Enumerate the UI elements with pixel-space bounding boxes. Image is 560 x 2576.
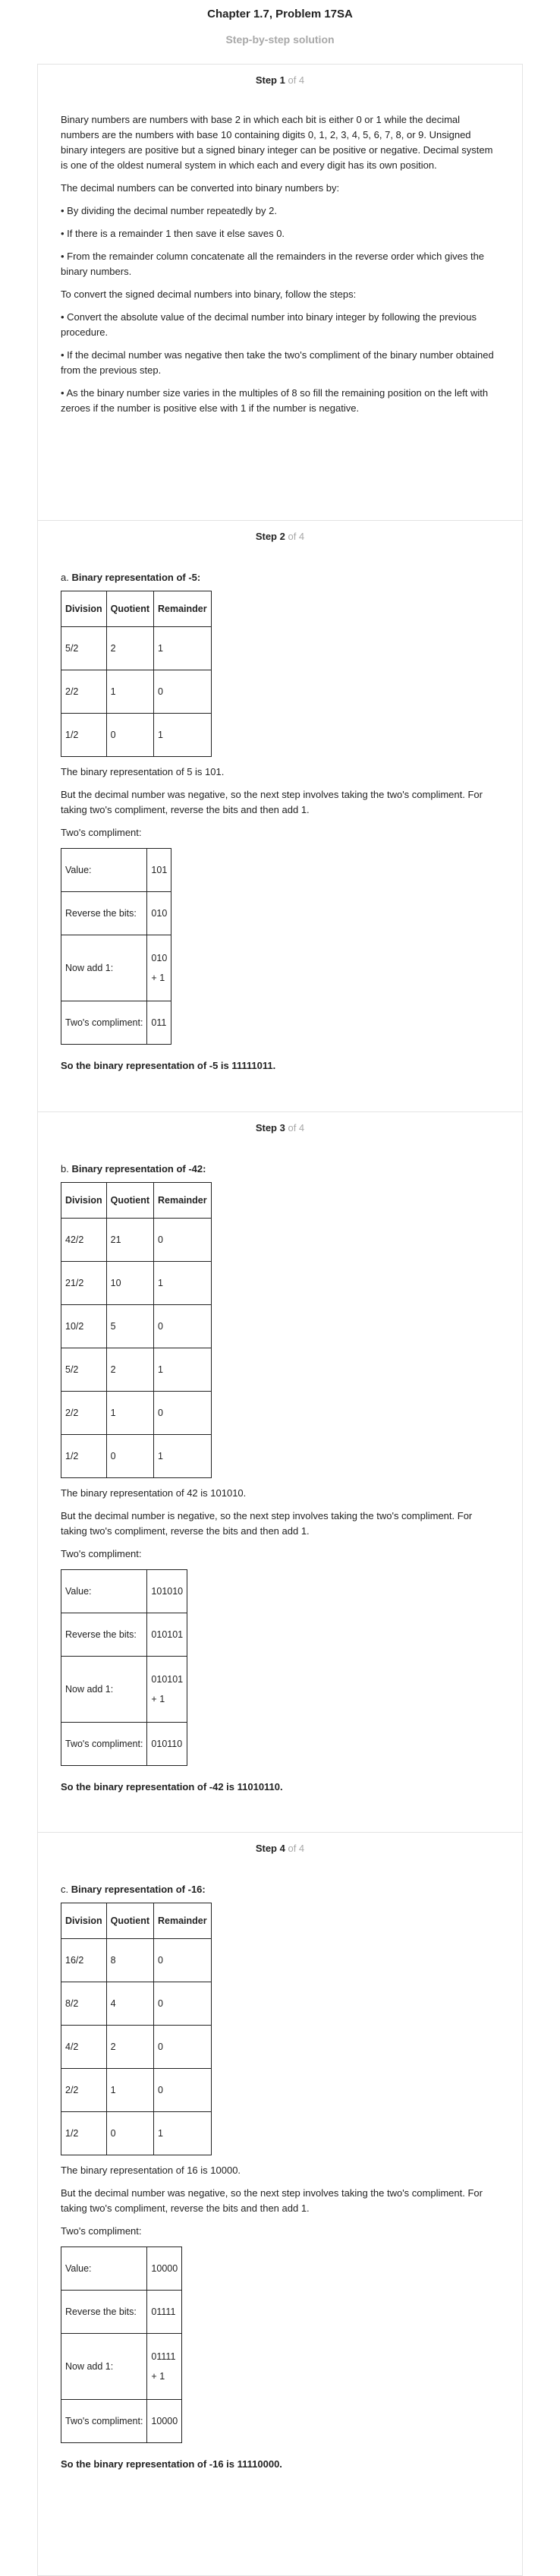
table-cell: 2/2 [61, 1392, 107, 1435]
table-row [61, 1657, 187, 1723]
table-row [61, 2112, 212, 2155]
page-title: Chapter 1.7, Problem 17SA [207, 8, 353, 20]
division-table [61, 1182, 212, 1478]
bullet-item: • By dividing the decimal number repeatedly by 2. [61, 205, 277, 216]
paragraph: To convert the signed decimal numbers into binary, follow the steps: [61, 288, 357, 300]
column-header: Remainder [154, 591, 212, 627]
table-cell: 1 [106, 670, 153, 714]
conclusion: So the binary representation of -42 is 11010110. [61, 1781, 283, 1792]
table-cell: Two's compliment: [61, 2400, 147, 2443]
table-cell: Reverse the bits: [61, 1613, 147, 1657]
table-cell: 10/2 [61, 1305, 107, 1348]
step-count: of 4 [288, 531, 305, 542]
table-cell: 8/2 [61, 1982, 107, 2026]
twos-compliment-table [61, 2247, 182, 2443]
table-cell: 1 [154, 1348, 212, 1392]
table-cell: 21/2 [61, 1262, 107, 1305]
table-cell: Value: [61, 849, 147, 892]
solution-container [37, 64, 523, 2576]
table-cell: 2 [106, 627, 153, 670]
table-cell: 0 [154, 2069, 212, 2112]
explanation-text: But the decimal number was negative, so the next step involves taking the two's compliment. For taking two's compliment, reverse the bits and then add 1. [61, 2187, 483, 2214]
step-count: of 4 [288, 1843, 305, 1854]
table-cell [147, 935, 171, 1001]
conclusion: So the binary representation of -16 is 11110000. [61, 2458, 282, 2470]
bullet-item: • If the decimal number was negative then take the two's compliment of the binary number obtained from the previous step. [61, 349, 494, 376]
table-cell: 0 [154, 1392, 212, 1435]
table-cell: 2/2 [61, 2069, 107, 2112]
table-row [61, 1613, 187, 1657]
table-cell: 1/2 [61, 2112, 107, 2155]
table-cell: 2 [106, 1348, 153, 1392]
table-cell: 01111 [147, 2291, 182, 2334]
table-cell: 1 [106, 1392, 153, 1435]
table-cell: 5/2 [61, 1348, 107, 1392]
step-3 [38, 1112, 522, 1833]
table-row [61, 892, 171, 935]
twos-compliment-table [61, 1569, 187, 1766]
table-cell: 1 [154, 1262, 212, 1305]
table-cell: 10000 [147, 2400, 182, 2443]
step-1 [38, 65, 522, 521]
table-row [61, 2334, 182, 2400]
table-cell: Value: [61, 2247, 147, 2291]
table-cell: 10 [106, 1262, 153, 1305]
table-cell: 5/2 [61, 627, 107, 670]
table-cell: 1 [154, 714, 212, 757]
part-title: Binary representation of -5: [71, 572, 201, 583]
result-text: The binary representation of 42 is 101010. [61, 1487, 247, 1499]
column-header: Quotient [106, 1903, 153, 1939]
step-4 [38, 1833, 522, 2576]
column-header: Division [61, 1183, 107, 1219]
paragraph: Binary numbers are numbers with base 2 in which each bit is either 0 or 1 while the decimal numbers are the numbers with base 10 containing digits 0, 1, 2, 3, 4, 5, 6, 7, 8, or 9. Unsigned binary integers are positive but a signed binary integer can be positive or negative. Decimal system is one of the oldest numeral system in which each and every digit has its own position. [61, 114, 493, 171]
table-cell: 42/2 [61, 1219, 107, 1262]
result-text: The binary representation of 5 is 101. [61, 766, 225, 777]
table-row [61, 714, 212, 757]
table-row [61, 1219, 212, 1262]
bullet-item: • Convert the absolute value of the decimal number into binary integer by following the previous procedure. [61, 311, 477, 338]
column-header: Quotient [106, 1183, 153, 1219]
part-prefix: c. [61, 1884, 69, 1895]
table-cell [147, 2334, 182, 2400]
table-cell: 0 [154, 1305, 212, 1348]
column-header: Division [61, 1903, 107, 1939]
conclusion: So the binary representation of -5 is 11111011. [61, 1060, 276, 1071]
paragraph: The decimal numbers can be converted into binary numbers by: [61, 182, 340, 194]
add-one: + 1 [151, 1694, 165, 1704]
table-row [61, 1982, 212, 2026]
part-label [61, 1884, 499, 1895]
table-row [61, 2026, 212, 2069]
table-cell: 4 [106, 1982, 153, 2026]
table-cell: 2/2 [61, 670, 107, 714]
column-header: Quotient [106, 591, 153, 627]
table-cell: 21 [106, 1219, 153, 1262]
column-header: Division [61, 591, 107, 627]
part-title: Binary representation of -42: [71, 1163, 206, 1174]
table-cell: 011 [147, 1001, 171, 1045]
result-text: The binary representation of 16 is 10000. [61, 2165, 241, 2176]
step-label: Step 1 [255, 74, 285, 86]
column-header: Remainder [154, 1903, 212, 1939]
table-cell: Now add 1: [61, 935, 147, 1001]
step-count: of 4 [288, 1122, 305, 1134]
table-cell: 0 [154, 1939, 212, 1982]
table-cell: 5 [106, 1305, 153, 1348]
step-2 [38, 521, 522, 1112]
twos-compliment-table [61, 848, 171, 1045]
step-4-heading [61, 1833, 499, 1861]
table-cell: 1 [154, 1435, 212, 1478]
table-cell: 0 [154, 2026, 212, 2069]
table-cell: 1/2 [61, 1435, 107, 1478]
twos-compliment-label: Two's compliment: [61, 2225, 142, 2237]
table-row [61, 2069, 212, 2112]
table-row [61, 627, 212, 670]
step-label: Step 3 [255, 1122, 285, 1134]
add-one: + 1 [151, 973, 165, 983]
table-cell: 1 [154, 627, 212, 670]
table-cell [147, 1657, 187, 1723]
table-row [61, 935, 171, 1001]
add-one: + 1 [151, 2371, 165, 2382]
table-cell: Now add 1: [61, 1657, 147, 1723]
table-cell: 1/2 [61, 714, 107, 757]
step-label: Step 2 [255, 531, 285, 542]
table-cell: 1 [154, 2112, 212, 2155]
table-cell: Now add 1: [61, 2334, 147, 2400]
table-cell: 10000 [147, 2247, 182, 2291]
table-cell: 010 [147, 892, 171, 935]
twos-compliment-label: Two's compliment: [61, 1548, 142, 1559]
table-row [61, 849, 171, 892]
column-header: Remainder [154, 1183, 212, 1219]
page-subtitle: Step-by-step solution [225, 33, 335, 46]
table-row [61, 1001, 171, 1045]
table-row [61, 1435, 212, 1478]
step-count: of 4 [288, 74, 305, 86]
table-cell: Two's compliment: [61, 1723, 147, 1766]
table-row [61, 1570, 187, 1613]
division-table [61, 591, 212, 757]
explanation-text: But the decimal number was negative, so the next step involves taking the two's compliment. For taking two's compliment, reverse the bits and then add 1. [61, 789, 483, 815]
step-1-heading [61, 65, 499, 93]
step-3-heading [61, 1112, 499, 1140]
table-cell: Reverse the bits: [61, 892, 147, 935]
explanation-text: But the decimal number is negative, so the next step involves taking the two's compliment. For taking two's compliment, reverse the bits and then add 1. [61, 1510, 473, 1537]
step-label: Step 4 [255, 1843, 285, 1854]
table-cell: 010110 [147, 1723, 187, 1766]
table-cell: 16/2 [61, 1939, 107, 1982]
table-cell: 4/2 [61, 2026, 107, 2069]
part-prefix: b. [61, 1163, 69, 1174]
table-cell: 2 [106, 2026, 153, 2069]
part-title: Binary representation of -16: [71, 1884, 206, 1895]
table-row [61, 2291, 182, 2334]
table-row [61, 1723, 187, 1766]
table-row [61, 1305, 212, 1348]
table-row [61, 1262, 212, 1305]
table-cell: Reverse the bits: [61, 2291, 147, 2334]
addend: 01111 [151, 2351, 176, 2362]
table-cell: 0 [154, 1982, 212, 2026]
table-row [61, 670, 212, 714]
division-table [61, 1903, 212, 2155]
table-cell: Two's compliment: [61, 1001, 147, 1045]
table-cell: 0 [154, 1219, 212, 1262]
table-row [61, 2247, 182, 2291]
table-cell: 0 [106, 1435, 153, 1478]
table-cell: 010101 [147, 1613, 187, 1657]
table-cell: 0 [106, 2112, 153, 2155]
addend: 010 [151, 953, 168, 963]
bullet-item: • If there is a remainder 1 then save it else saves 0. [61, 228, 285, 239]
bullet-item: • From the remainder column concatenate all the remainders in the reverse order which gives the binary numbers. [61, 251, 485, 277]
table-row [61, 1939, 212, 1982]
table-cell: 8 [106, 1939, 153, 1982]
table-row [61, 2400, 182, 2443]
step-2-heading [61, 521, 499, 549]
table-cell: 0 [154, 670, 212, 714]
twos-compliment-label: Two's compliment: [61, 827, 142, 838]
part-label [61, 1163, 499, 1174]
table-row [61, 1392, 212, 1435]
bullet-item: • As the binary number size varies in the multiples of 8 so fill the remaining position on the left with zeroes if the number is positive else with 1 if the number is negative. [61, 387, 489, 414]
part-label [61, 572, 499, 583]
addend: 010101 [151, 1674, 184, 1685]
table-cell: Value: [61, 1570, 147, 1613]
table-cell: 101 [147, 849, 171, 892]
part-prefix: a. [61, 572, 69, 583]
table-cell: 0 [106, 714, 153, 757]
table-cell: 101010 [147, 1570, 187, 1613]
table-row [61, 1348, 212, 1392]
table-cell: 1 [106, 2069, 153, 2112]
